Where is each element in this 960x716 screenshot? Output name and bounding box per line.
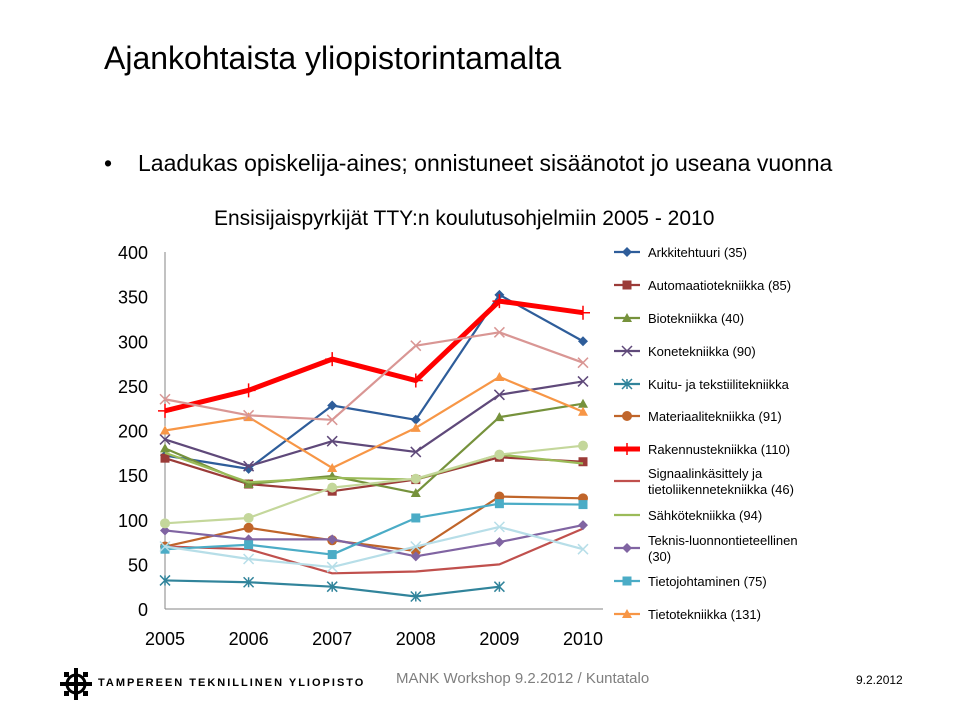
y-tick-label: 400 bbox=[117, 243, 148, 263]
data-point bbox=[494, 450, 504, 460]
data-point bbox=[327, 483, 337, 493]
legend-label: Automaatiotekniikka (85) bbox=[648, 278, 792, 293]
x-tick-label: 2009 bbox=[479, 629, 520, 649]
y-tick-label: 350 bbox=[117, 287, 148, 308]
legend-label: Rakennustekniikka (110) bbox=[648, 442, 791, 457]
legend-label: Sähkötekniikka (94) bbox=[648, 508, 763, 523]
x-tick-label: 2007 bbox=[312, 629, 353, 649]
y-tick-label: 50 bbox=[127, 555, 148, 576]
legend-marker bbox=[622, 247, 632, 257]
data-point bbox=[244, 513, 254, 523]
y-tick-label: 0 bbox=[137, 600, 148, 620]
x-tick-label: 2008 bbox=[395, 629, 436, 649]
y-tick-label: 300 bbox=[117, 332, 148, 353]
data-point bbox=[494, 372, 504, 381]
x-tick-label: 2006 bbox=[228, 629, 269, 649]
legend-label: Biotekniikka (40) bbox=[648, 311, 745, 326]
legend-label: Materiaalitekniikka (91) bbox=[648, 409, 782, 424]
legend-label: Teknis-luonnontieteellinen (30) bbox=[648, 533, 798, 564]
legend-label: Arkkitehtuuri (35) bbox=[648, 245, 747, 260]
y-tick-label: 250 bbox=[117, 376, 148, 397]
legend-marker bbox=[622, 543, 632, 553]
data-point bbox=[578, 520, 588, 530]
legend-label: Konetekniikka (90) bbox=[648, 344, 756, 359]
legend-marker bbox=[622, 411, 632, 421]
series-line bbox=[165, 301, 583, 411]
chart-title: Ensisijaispyrkijät TTY:n koulutusohjelmiin 2005 - 2010 bbox=[214, 207, 715, 230]
y-tick-label: 200 bbox=[117, 421, 148, 442]
series-line bbox=[165, 525, 583, 556]
y-tick-label: 100 bbox=[117, 510, 148, 531]
x-tick-label: 2010 bbox=[562, 629, 604, 649]
legend-marker bbox=[621, 443, 633, 455]
university-name: TAMPEREEN TEKNILLINEN YLIOPISTO bbox=[98, 677, 366, 689]
data-point bbox=[244, 523, 254, 533]
data-point bbox=[411, 423, 421, 432]
data-point bbox=[578, 336, 588, 346]
data-point bbox=[160, 518, 170, 528]
data-point bbox=[579, 500, 588, 509]
data-point bbox=[244, 540, 253, 549]
data-point bbox=[578, 358, 588, 368]
data-point bbox=[578, 441, 588, 451]
data-point bbox=[242, 383, 256, 397]
legend-label: Tietojohtaminen (75) bbox=[648, 574, 767, 589]
series-line bbox=[165, 332, 583, 419]
legend-label: Tietotekniikka (131) bbox=[648, 607, 761, 622]
data-point bbox=[325, 352, 339, 366]
x-tick-label: 2005 bbox=[144, 629, 186, 649]
university-logo bbox=[60, 668, 92, 705]
data-point bbox=[579, 457, 588, 466]
data-point bbox=[576, 306, 590, 320]
legend-label: Signaalinkäsittely ja tietoliikennetekniikka (46) bbox=[648, 466, 794, 497]
slide-title: Ajankohtaista yliopistorintamalta bbox=[104, 40, 562, 76]
data-point bbox=[495, 499, 504, 508]
data-point bbox=[411, 513, 420, 522]
data-point bbox=[494, 537, 504, 547]
legend-marker bbox=[623, 281, 632, 290]
data-point bbox=[328, 550, 337, 559]
bullet-text: Laadukas opiskelija-aines; onnistuneet sisäänotot jo useana vuonna bbox=[138, 150, 833, 176]
data-point bbox=[160, 443, 170, 452]
footer-date: 9.2.2012 bbox=[856, 673, 903, 687]
data-point bbox=[158, 404, 172, 418]
footer-event: MANK Workshop 9.2.2012 / Kuntatalo bbox=[396, 670, 650, 687]
bullet-marker: • bbox=[104, 150, 113, 176]
y-tick-label: 150 bbox=[117, 466, 148, 487]
data-point bbox=[411, 474, 421, 484]
legend-marker bbox=[623, 577, 632, 586]
legend-label: Kuitu- ja tekstiilitekniikka bbox=[648, 377, 789, 392]
